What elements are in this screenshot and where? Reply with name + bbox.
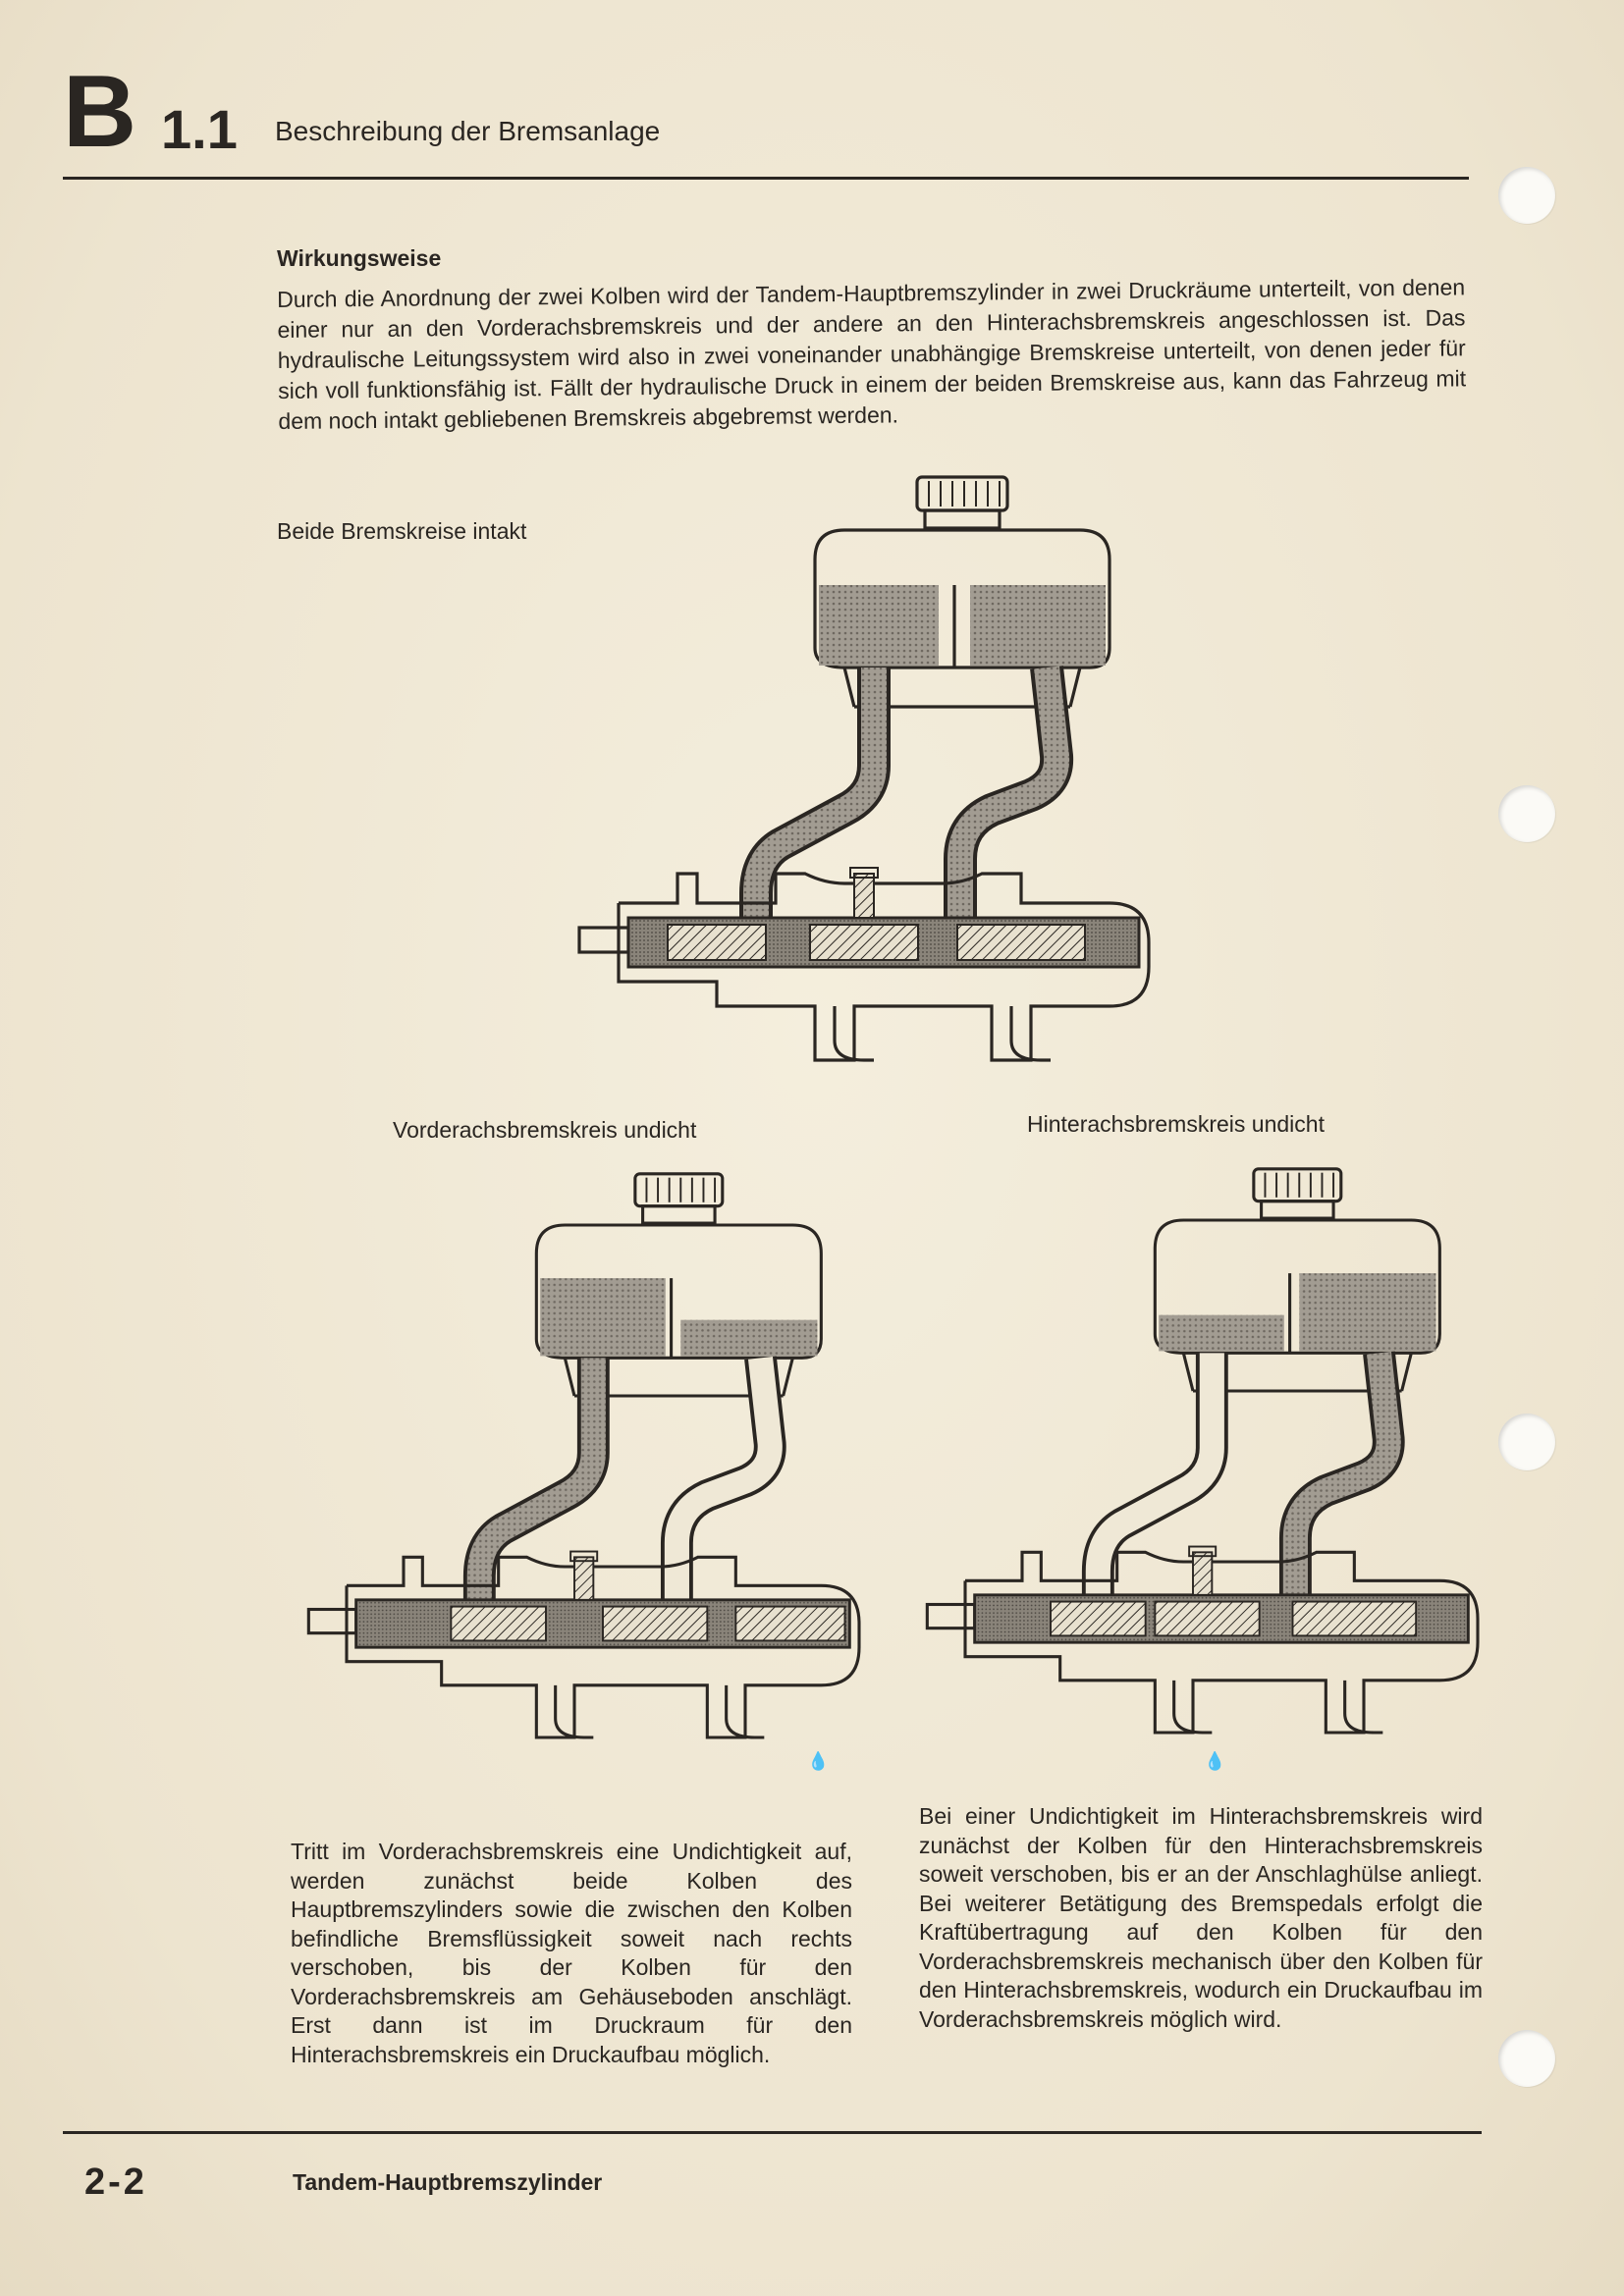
leak-drop-front: 💧 [807, 1751, 830, 1771]
paragraph-front-leak: Tritt im Vorderachsbremskreis eine Undichtigkeit auf, werden zunächst beide Kolben des Hauptbremszylinders sowie die zwischen den Kolben befindliche Bremsflüssigkeit soweit nach rechts verschoben, bis der Kolben für den Vorderachsbremskreis am Gehäuseboden anschlägt. Erst dann ist im Druckraum für den Hinterachsbremskreis ein Druckaufbau möglich. [291, 1839, 852, 2067]
intro-paragraph: Durch die Anordnung der zwei Kolben wird der Tandem-Hauptbremszylinder in zwei Druckräume unterteilt, von denen einer nur an den Vorderachsbremskreis und der andere an den Hinterachsbremskreis angeschlossen ist. Das hydraulische Leitungssystem wird also in zwei voneinander unabhängige Bremskreise unterteilt, von denen jeder für sich voll funktionsfähig ist. Fällt der hydraulische Druck in einem der beiden Bremskreise aus, kann das Fahrzeug mit dem noch intakt gebliebenen Bremskreis abgebremst werden. [277, 274, 1467, 434]
punch-hole-2 [1498, 785, 1555, 842]
punch-hole-3 [1498, 1414, 1555, 1470]
footer-title: Tandem-Hauptbremszylinder [293, 2169, 603, 2195]
chapter-number: 1.1 [161, 98, 238, 160]
punch-hole-1 [1498, 167, 1555, 224]
diagram-front-leak [290, 1158, 859, 1747]
paragraph-rear-leak: Bei einer Undichtigkeit im Hinterachsbremskreis wird zunächst der Kolben für den Hinterachsbremskreis soweit verschoben, bis er an der Anschlaghülse anliegt. Bei weiterer Betätigung des Bremspedals erfolgt die Kraftübertragung auf den Kolben für den Vorderachsbremskreis mechanisch über den Kolben für den Hinterachsbremskreis, wodurch ein Druckaufbau im Vorderachsbremskreis möglich wird. [919, 1803, 1483, 2032]
leak-drop-rear: 💧 [1204, 1751, 1226, 1771]
header-rule [63, 177, 1469, 180]
footer-rule [63, 2131, 1482, 2134]
diagram-both-intact [560, 471, 1149, 1060]
section-title: Beschreibung der Bremsanlage [275, 116, 661, 146]
diagram-rear-leak [908, 1153, 1478, 1742]
punch-hole-4 [1498, 2030, 1555, 2087]
subheading: Wirkungsweise [277, 245, 442, 271]
page-number: 2-2 [84, 2162, 147, 2203]
caption-front-leak: Vorderachsbremskreis undicht [393, 1117, 697, 1143]
chapter-letter: B [63, 55, 135, 169]
caption-both-intact: Beide Bremskreise intakt [277, 518, 527, 544]
caption-rear-leak: Hinterachsbremskreis undicht [1027, 1111, 1325, 1137]
